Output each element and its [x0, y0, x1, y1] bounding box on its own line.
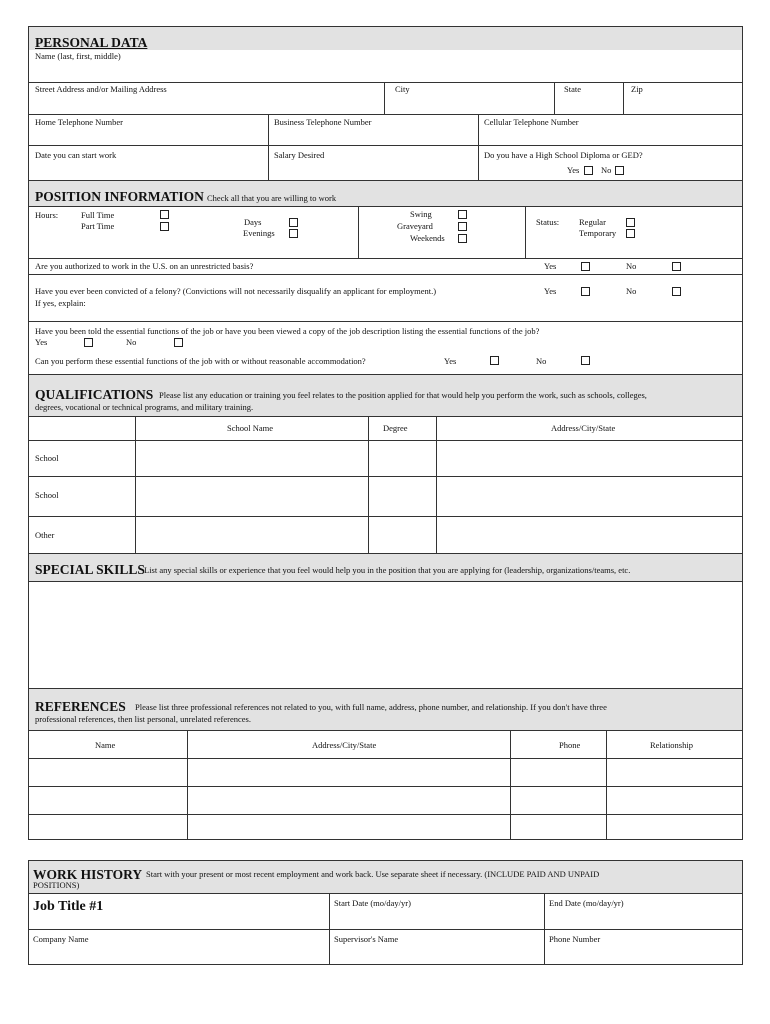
references-table-header: [29, 730, 742, 758]
column-divider: [606, 731, 607, 758]
full-time-label: Full Time: [81, 210, 115, 220]
graveyard-checkbox[interactable]: [458, 222, 467, 231]
column-divider: [478, 146, 479, 180]
told-yes-label: Yes: [35, 337, 48, 347]
application-form: [28, 26, 743, 840]
column-divider: [510, 815, 511, 840]
diploma-no-checkbox[interactable]: [615, 166, 624, 175]
column-divider: [510, 759, 511, 786]
full-time-checkbox[interactable]: [160, 210, 169, 219]
start-date-label[interactable]: Start Date (mo/day/yr): [334, 898, 411, 908]
column-divider: [544, 930, 545, 964]
column-divider: [368, 517, 369, 553]
temporary-checkbox[interactable]: [626, 229, 635, 238]
weekends-label: Weekends: [410, 233, 445, 243]
column-divider: [525, 207, 526, 258]
job-title-row: [29, 893, 742, 929]
salary-label[interactable]: Salary Desired: [274, 150, 325, 160]
work-history-desc-2: POSITIONS): [33, 880, 80, 890]
authorized-no-checkbox[interactable]: [672, 262, 681, 271]
evenings-checkbox[interactable]: [289, 229, 298, 238]
column-divider: [187, 787, 188, 814]
qualifications-table-header: [29, 416, 742, 440]
personal-data-section: [29, 27, 742, 50]
city-label[interactable]: City: [395, 84, 410, 94]
qualifications-section: [29, 374, 742, 416]
column-divider: [368, 417, 369, 440]
column-divider: [135, 477, 136, 516]
column-divider: [368, 477, 369, 516]
address-header: Address/City/State: [551, 423, 616, 433]
home-phone-label[interactable]: Home Telephone Number: [35, 117, 124, 127]
felony-question: Have you ever been convicted of a felony? (Convictions will not necessarily disqualify an applicant for employment.): [35, 286, 437, 296]
special-skills-field[interactable]: [29, 581, 742, 688]
graveyard-label: Graveyard: [397, 221, 433, 231]
essential-functions-row: [29, 321, 742, 374]
row-label: School: [35, 490, 59, 500]
column-divider: [368, 441, 369, 476]
column-divider: [606, 815, 607, 840]
column-divider: [135, 417, 136, 440]
swing-checkbox[interactable]: [458, 210, 467, 219]
column-divider: [135, 517, 136, 553]
qualifications-row-school-2[interactable]: [29, 476, 742, 516]
references-heading: REFERENCES: [35, 699, 126, 714]
name-label: Name (last, first, middle): [35, 51, 121, 61]
position-subheading: Check all that you are willing to work: [207, 193, 337, 203]
column-divider: [135, 441, 136, 476]
column-divider: [436, 441, 437, 476]
column-divider: [478, 115, 479, 145]
felony-yes-label: Yes: [544, 286, 557, 296]
column-divider: [436, 477, 437, 516]
reference-row[interactable]: [29, 814, 742, 840]
column-divider: [436, 517, 437, 553]
weekends-checkbox[interactable]: [458, 234, 467, 243]
qualifications-heading: QUALIFICATIONS: [35, 387, 154, 402]
column-divider: [268, 115, 269, 145]
status-label: Status:: [536, 217, 560, 227]
qualifications-desc-2: degrees, vocational or technical programs, and military training.: [35, 402, 254, 412]
work-history-section: [29, 861, 742, 893]
ref-phone-header: Phone: [559, 740, 581, 750]
special-skills-desc: List any special skills or experience that you feel would help you in the position that you are applying for (leadership, organizations/teams, etc.: [144, 565, 631, 575]
qualifications-row-other[interactable]: [29, 516, 742, 553]
position-section: [29, 180, 742, 206]
zip-label[interactable]: Zip: [631, 84, 643, 94]
business-phone-label[interactable]: Business Telephone Number: [274, 117, 372, 127]
column-divider: [606, 787, 607, 814]
perform-functions-question: Can you perform these essential functions of the job with or without reasonable accommodation?: [35, 356, 366, 366]
part-time-label: Part Time: [81, 221, 115, 231]
felony-row: [29, 274, 742, 321]
job-title-label[interactable]: Job Title #1: [33, 899, 104, 914]
company-name-label[interactable]: Company Name: [33, 934, 89, 944]
position-heading: POSITION INFORMATION: [35, 189, 204, 204]
column-divider: [606, 759, 607, 786]
work-history-heading: WORK HISTORY: [33, 867, 143, 882]
column-divider: [544, 894, 545, 929]
days-checkbox[interactable]: [289, 218, 298, 227]
qualifications-desc-1: Please list any education or training you feel relates to the position applied for that would help you perform the work, such as schools, colleges,: [159, 390, 647, 400]
perform-yes-checkbox[interactable]: [490, 356, 499, 365]
column-divider: [187, 759, 188, 786]
ref-name-header: Name: [95, 740, 116, 750]
perform-yes-label: Yes: [444, 356, 457, 366]
name-field[interactable]: [29, 50, 742, 82]
phone-number-label[interactable]: Phone Number: [549, 934, 601, 944]
column-divider: [623, 83, 624, 114]
address-row: [29, 82, 742, 114]
cell-phone-label[interactable]: Cellular Telephone Number: [484, 117, 579, 127]
personal-data-heading: PERSONAL DATA: [35, 35, 148, 50]
told-functions-question: Have you been told the essential functions of the job or have you been viewed a copy of the job description listing the essential functions of the job?: [35, 326, 540, 336]
perform-no-checkbox[interactable]: [581, 356, 590, 365]
work-history-desc-1: Start with your present or most recent employment and work back. Use separate sheet if necessary. (INCLUDE PAID AND UNPAID: [146, 869, 600, 879]
state-label[interactable]: State: [564, 84, 581, 94]
special-skills-section: [29, 553, 742, 581]
told-no-label: No: [126, 337, 137, 347]
diploma-yes-label: Yes: [567, 165, 580, 175]
felony-explain-label[interactable]: If yes, explain:: [35, 298, 86, 308]
company-row: [29, 929, 742, 964]
work-history-form: [28, 860, 743, 965]
days-label: Days: [244, 217, 262, 227]
reference-row[interactable]: [29, 786, 742, 814]
column-divider: [510, 787, 511, 814]
felony-yes-checkbox[interactable]: [581, 287, 590, 296]
references-desc-2: professional references, then list personal, unrelated references.: [35, 714, 251, 724]
column-divider: [329, 894, 330, 929]
row-label: School: [35, 453, 59, 463]
felony-no-checkbox[interactable]: [672, 287, 681, 296]
row-label: Other: [35, 530, 55, 540]
column-divider: [436, 417, 437, 440]
hours-row: [29, 206, 742, 258]
temporary-label: Temporary: [579, 228, 617, 238]
start-date-label[interactable]: Date you can start work: [35, 150, 117, 160]
column-divider: [358, 207, 359, 258]
column-divider: [268, 146, 269, 180]
references-section: [29, 688, 742, 730]
school-name-header: School Name: [227, 423, 274, 433]
told-no-checkbox[interactable]: [174, 338, 183, 347]
authorized-no-label: No: [626, 261, 637, 271]
start-row: [29, 145, 742, 180]
authorized-row: [29, 258, 742, 274]
street-label[interactable]: Street Address and/or Mailing Address: [35, 84, 167, 94]
felony-no-label: No: [626, 286, 637, 296]
column-divider: [187, 731, 188, 758]
column-divider: [384, 83, 385, 114]
degree-header: Degree: [383, 423, 408, 433]
regular-checkbox[interactable]: [626, 218, 635, 227]
swing-label: Swing: [410, 209, 432, 219]
column-divider: [187, 815, 188, 840]
diploma-no-label: No: [601, 165, 612, 175]
diploma-yes-checkbox[interactable]: [584, 166, 593, 175]
ref-relationship-header: Relationship: [650, 740, 693, 750]
regular-label: Regular: [579, 217, 606, 227]
supervisor-label[interactable]: Supervisor's Name: [334, 934, 399, 944]
end-date-label[interactable]: End Date (mo/day/yr): [549, 898, 624, 908]
special-skills-heading: SPECIAL SKILLS: [35, 562, 145, 577]
ref-address-header: Address/City/State: [312, 740, 377, 750]
column-divider: [510, 731, 511, 758]
qualifications-row-school-1[interactable]: [29, 440, 742, 476]
evenings-label: Evenings: [243, 228, 275, 238]
diploma-question: Do you have a High School Diploma or GED?: [484, 150, 643, 160]
references-desc-1: Please list three professional references not related to you, with full name, address, phone number, and relationship. If you don't have three: [135, 702, 607, 712]
authorized-question: Are you authorized to work in the U.S. on an unrestricted basis?: [35, 261, 254, 271]
hours-label: Hours:: [35, 210, 59, 220]
reference-row[interactable]: [29, 758, 742, 786]
told-yes-checkbox[interactable]: [84, 338, 93, 347]
perform-no-label: No: [536, 356, 547, 366]
column-divider: [554, 83, 555, 114]
column-divider: [329, 930, 330, 964]
part-time-checkbox[interactable]: [160, 222, 169, 231]
authorized-yes-checkbox[interactable]: [581, 262, 590, 271]
phone-row: [29, 114, 742, 145]
authorized-yes-label: Yes: [544, 261, 557, 271]
